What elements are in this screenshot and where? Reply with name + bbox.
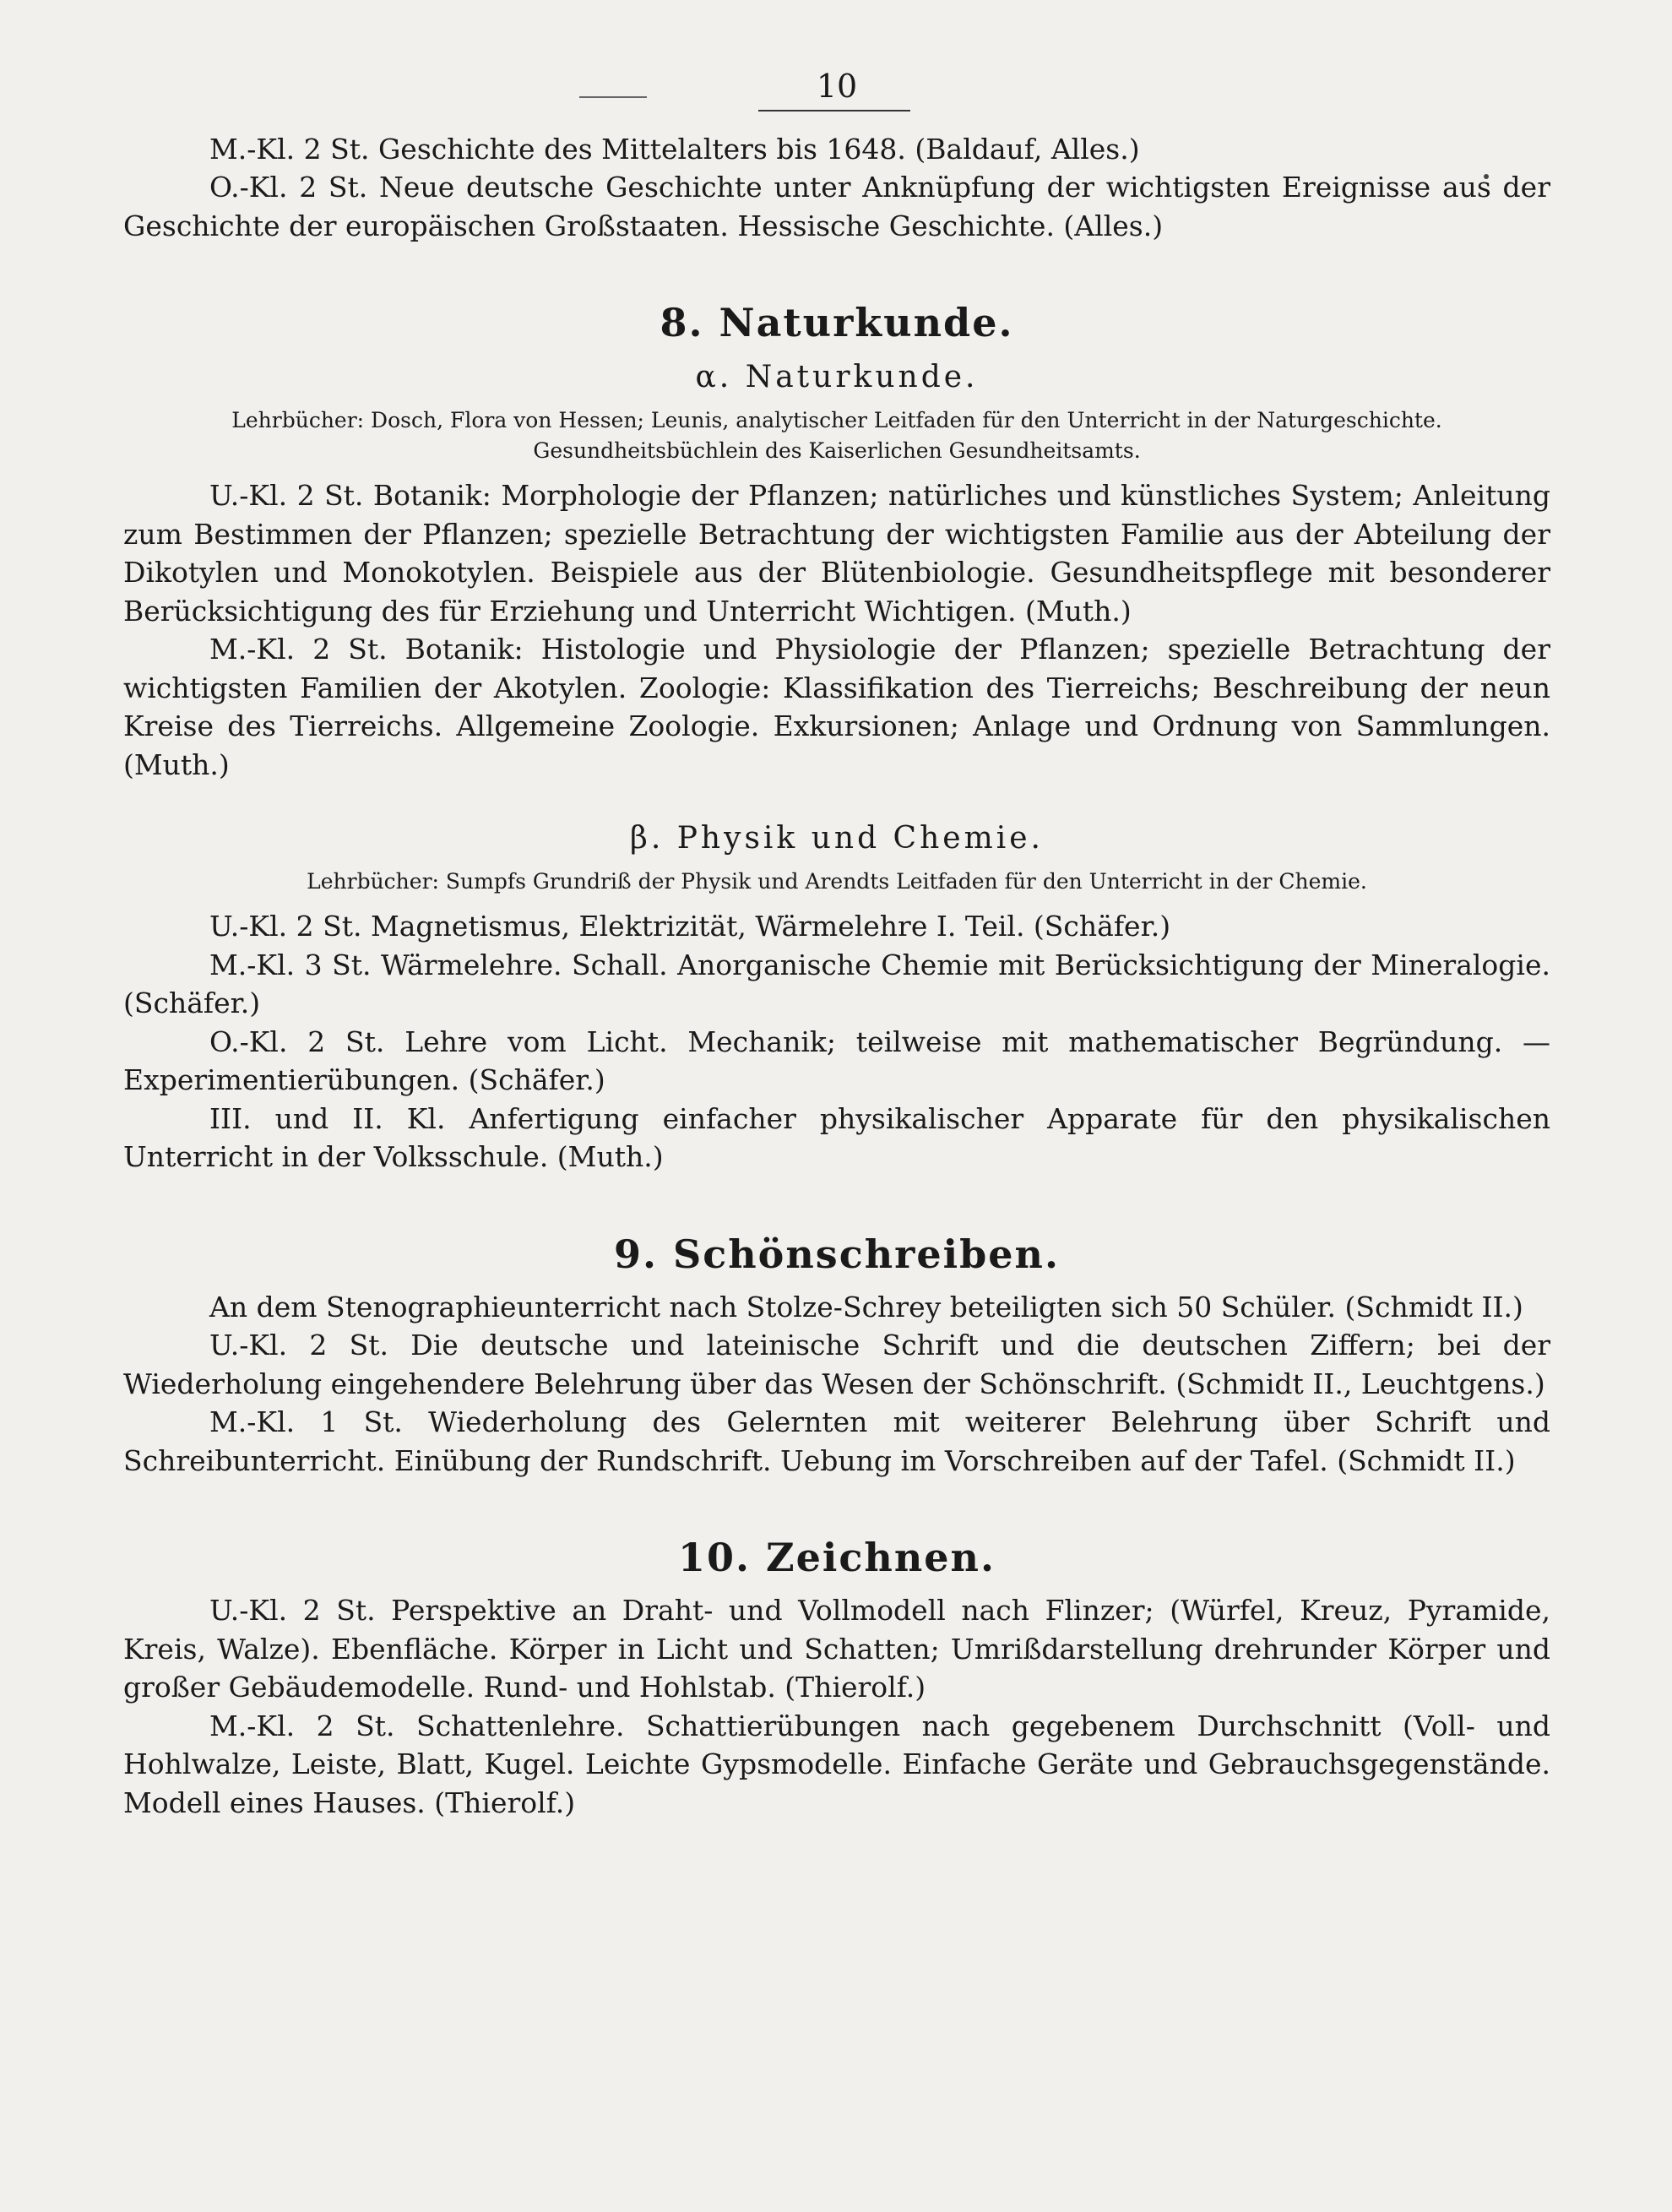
section-8-heading: 8. Naturkunde.: [660, 300, 1014, 345]
section-9-heading: 9. Schönschreiben.: [613, 1231, 1061, 1277]
page-number-block: [123, 68, 1550, 106]
textbooks-naturkunde: Lehrbücher: Dosch, Flora von Hessen; Leunis, analytischer Leitfaden für den Unterricht in der Naturgeschichte. Gesundheitsbüchlein des Kaiserlichen Gesundheitsamts.: [231, 408, 1442, 463]
naturkunde-middle-class: M.-Kl. 2 St. Botanik: Histologie und Physiologie der Pflanzen; spezielle Betrachtung der wichtigsten Familien der Akotylen. Zoologie: Klassifikation des Tierreichs; Beschreibung der neun Kreise des Tierreichs. Allgemeine Zoologie. Exkursionen; Anlage und Ordnung von Sammlungen. (Muth.): [123, 633, 1550, 781]
history-middle-class: M.-Kl. 2 St. Geschichte des Mittelalters bis 1648. (Baldauf, Alles.): [209, 132, 1140, 166]
schoenschreiben-middle-class: M.-Kl. 1 St. Wiederholung des Gelernten mit weiterer Belehrung über Schrift und Schreibunterricht. Einübung der Rundschrift. Uebung im Vorschreiben auf der Tafel. (Schmidt II.): [123, 1405, 1550, 1477]
physik-middle-class: M.-Kl. 3 St. Wärmelehre. Schall. Anorganische Chemie mit Berücksichtigung der Mineralogie. (Schäfer.): [123, 948, 1550, 1019]
page-number-rule: [758, 110, 910, 111]
stenography-note: An dem Stenographieunterricht nach Stolze-Schrey beteiligten sich 50 Schüler. (Schmidt II.): [209, 1290, 1523, 1323]
zeichnen-lower-class: U.-Kl. 2 St. Perspektive an Draht- und Vollmodell nach Flinzer; (Würfel, Kreuz, Pyramide, Kreis, Walze). Ebenfläche. Körper in Licht und Schatten; Umrißdarstellung drehrunder Körper und großer Gebäudemodelle. Rund- und Hohlstab. (Thierolf.): [123, 1594, 1550, 1704]
naturkunde-lower-class: U.-Kl. 2 St. Botanik: Morphologie der Pflanzen; natürliches und künstliches System; Anleitung zum Bestimmen der Pflanzen; spezielle Betrachtung der wichtigsten Familie aus der Abteilung der Dikotylen und Monokotylen. Beispiele aus der Blütenbiologie. Gesundheitspflege mit besonderer Berücksichtigung des für Erziehung und Unterricht Wichtigen. (Muth.): [123, 479, 1550, 628]
zeichnen-middle-class: M.-Kl. 2 St. Schattenlehre. Schattierübungen nach gegebenem Durchschnitt (Voll- und Hohlwalze, Leiste, Blatt, Kugel. Leichte Gypsmodelle. Einfache Geräte und Gebrauchsgegenstände. Modell eines Hauses. (Thierolf.): [123, 1709, 1550, 1819]
document-page: [123, 68, 1550, 1822]
subsection-alpha-heading: α. Naturkunde.: [695, 360, 979, 394]
physik-classes-iii-ii: III. und II. Kl. Anfertigung einfacher physikalischer Apparate für den physikalischen Unterricht in der Volksschule. (Muth.): [123, 1101, 1550, 1173]
section-10-heading: 10. Zeichnen.: [678, 1535, 996, 1580]
page-number: 10: [816, 68, 858, 105]
physik-upper-class: O.-Kl. 2 St. Lehre vom Licht. Mechanik; teilweise mit mathematischer Begründung. — Experimentierübungen. (Schäfer.): [123, 1024, 1550, 1096]
history-upper-class: O.-Kl. 2 St. Neue deutsche Geschichte unter Anknüpfung der wichtigsten Ereignisse aus der Geschichte der europäischen Großstaaten. Hessische Geschichte. (Alles.): [123, 171, 1550, 242]
pencil-mark: [579, 96, 647, 98]
textbooks-physik-chemie: Lehrbücher: Sumpfs Grundriß der Physik und Arendts Leitfaden für den Unterricht in der Chemie.: [307, 869, 1367, 894]
schoenschreiben-lower-class: U.-Kl. 2 St. Die deutsche und lateinische Schrift und die deutschen Ziffern; bei der Wiederholung eingehendere Belehrung über das Wesen der Schönschrift. (Schmidt II., Leuchtgens.): [123, 1329, 1550, 1400]
subsection-beta-heading: β. Physik und Chemie.: [630, 821, 1044, 856]
physik-lower-class: U.-Kl. 2 St. Magnetismus, Elektrizität, Wärmelehre I. Teil. (Schäfer.): [209, 910, 1171, 943]
